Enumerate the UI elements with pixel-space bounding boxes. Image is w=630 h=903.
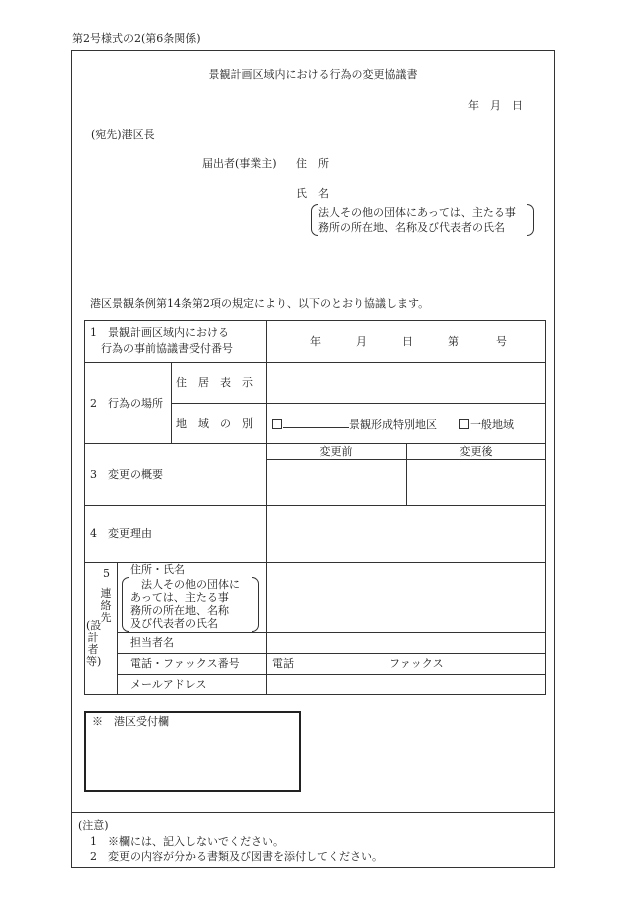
r3-label: 3 変更の概要 — [90, 468, 163, 481]
notes-divider — [71, 812, 555, 813]
date-line[interactable]: 年 月 日 — [468, 99, 523, 112]
r4-label: 4 変更理由 — [90, 527, 152, 540]
applicant-address-label[interactable]: 住 所 — [296, 157, 329, 170]
r2-sub-area: 地 域 の 別 — [176, 417, 253, 430]
row-divider — [84, 505, 546, 506]
r5-fax-label[interactable]: ファックス — [389, 657, 444, 670]
form-title: 景観計画区域内における行為の変更協議書 — [208, 68, 418, 81]
row-divider — [117, 653, 546, 654]
col-divider — [117, 562, 118, 695]
row-divider — [84, 443, 546, 444]
r5-email: メールアドレス — [130, 678, 207, 691]
r5-phone-label[interactable]: 電話 — [272, 657, 294, 670]
r2-sub-address: 住 居 表 示 — [176, 376, 253, 389]
reception-label: ※ 港区受付欄 — [92, 715, 169, 728]
form-id: 第2号様式の2(第6条関係) — [72, 32, 201, 45]
option-general-label: 一般地域 — [470, 418, 514, 431]
notes-item-2: 2 変更の内容が分かる書類及び図書を添付してください。 — [90, 850, 383, 863]
r5-contact-vertical: 連絡先 — [100, 587, 112, 625]
row-divider — [117, 632, 546, 633]
r5-note-bracket-left — [122, 577, 129, 632]
r5-person: 担当者名 — [130, 636, 174, 649]
checkbox-special[interactable] — [272, 419, 282, 429]
applicant-note-line1: 法人その他の団体にあっては、主たる事 — [318, 206, 516, 219]
r1-go[interactable]: 号 — [496, 335, 507, 348]
r5-note-4: 及び代表者の氏名 — [130, 617, 218, 630]
r3-after: 変更後 — [459, 445, 493, 458]
row-divider — [117, 674, 546, 675]
r3-before: 変更前 — [319, 445, 353, 458]
addressee: (宛先)港区長 — [91, 128, 155, 141]
r1-label-line2: 行為の事前協議書受付番号 — [101, 342, 233, 355]
applicant-note-bracket-left — [311, 204, 318, 236]
r5-note-bracket-right — [252, 577, 259, 632]
r5-address-name: 住所・氏名 — [130, 563, 185, 576]
r5-num: 5 — [103, 567, 110, 580]
applicant-label: 届出者(事業主) — [202, 157, 277, 170]
notes-item-1: 1 ※欄には、記入しないでください。 — [90, 835, 284, 848]
r5-note-3: 務所の所在地、名称 — [130, 604, 229, 617]
applicant-name-label[interactable]: 氏 名 — [296, 187, 329, 200]
checkbox-general[interactable] — [459, 419, 469, 429]
applicant-note-line2: 務所の所在地、名称及び代表者の氏名 — [318, 221, 505, 234]
r2-label: 2 行為の場所 — [90, 397, 163, 410]
row-divider — [171, 403, 546, 404]
r5-note-2: あっては、主たる事 — [130, 591, 229, 604]
option-special-label: 景観形成特別地区 — [349, 418, 437, 431]
row-divider — [84, 362, 546, 363]
col-divider — [266, 320, 267, 695]
applicant-note-bracket-right — [527, 204, 534, 236]
r1-label-line1: 1 景観計画区域内における — [90, 326, 229, 339]
r1-month[interactable]: 月 — [356, 335, 367, 348]
statement: 港区景観条例第14条第2項の規定により、以下のとおり協議します。 — [90, 297, 430, 310]
r2-area-options[interactable] — [272, 418, 514, 430]
r1-day[interactable]: 日 — [402, 335, 413, 348]
notes-heading: (注意) — [78, 819, 109, 832]
r1-dai[interactable]: 第 — [448, 335, 459, 348]
r5-note-1: 法人その他の団体に — [141, 578, 240, 591]
r5-phone-fax: 電話・ファックス番号 — [130, 657, 240, 670]
r5-designer-vertical: (設計者等) — [86, 619, 102, 669]
special-area-blank[interactable] — [283, 418, 349, 428]
col-divider — [171, 362, 172, 443]
r1-year[interactable]: 年 — [310, 335, 321, 348]
